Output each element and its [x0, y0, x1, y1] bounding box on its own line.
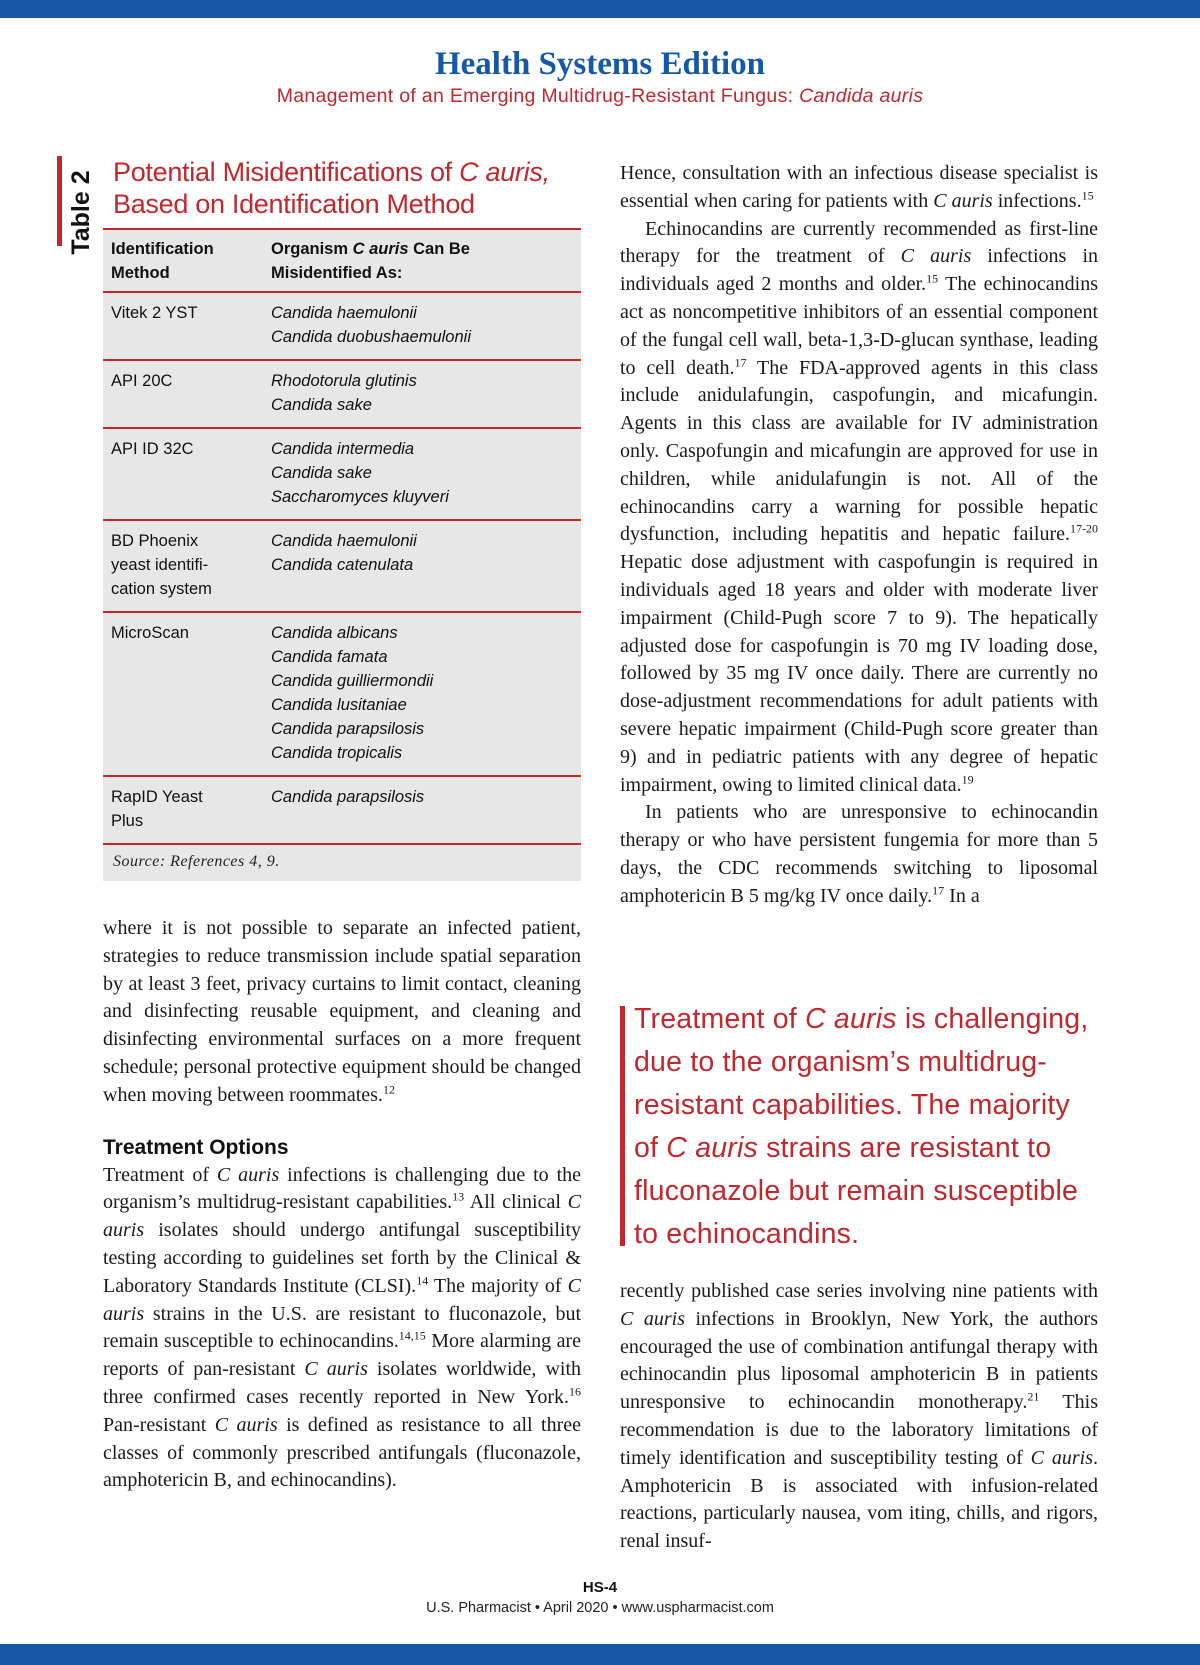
- identification-method-cell: [111, 529, 271, 601]
- bottom-color-band: [0, 1644, 1200, 1665]
- method-line: MicroScan: [111, 624, 189, 642]
- method-line: BD Phoenix: [111, 532, 199, 550]
- organism-name: Candida albicans: [271, 624, 398, 642]
- identification-method-cell: [111, 301, 271, 349]
- identification-method-cell: [111, 785, 271, 833]
- organism-cell: [271, 437, 581, 509]
- table-source: Source: References 4, 9.: [113, 853, 280, 870]
- paragraph-case-series: recently published case series involving nine patients with C auris infections in Brooklyn, New York, the authors encouraged the use of combination antifungal therapy with echinocandin plus liposomal amphotericin B in patients unresponsive to echinocandin monotherapy.$^{21}$ This recommendation is due to the laboratory limitations of timely identification and susceptibility testing of C auris. Amphotericin B is associated with infusion-related reactions, particularly nausea, vom iting, chills, and rigors, renal insuf-: [620, 1280, 1098, 1553]
- table-row: [103, 613, 581, 777]
- method-line: Plus: [111, 812, 144, 830]
- organism-cell: [271, 369, 581, 417]
- table-row: [103, 293, 581, 361]
- page-number: HS-4: [582, 1579, 618, 1596]
- organism-name: Candida sake: [271, 464, 372, 482]
- right-column-text-top: [620, 160, 1098, 911]
- method-line: yeast identifi-: [111, 556, 209, 574]
- organism-name: Candida lusitaniae: [271, 696, 407, 714]
- table-label: [57, 150, 99, 255]
- table-label-text: Table 2: [67, 170, 95, 255]
- organism-name: Candida catenulata: [271, 556, 414, 574]
- edition-title: Health Systems Edition: [434, 46, 766, 82]
- paragraph-unresponsive: In patients who are unresponsive to echinocandin therapy or who have persistent fungemia for more than 5 days, the CDC recommends switching to liposomal amphotericin B 5 mg/kg IV once daily.$^{17}$ In a: [620, 801, 1098, 907]
- identification-method-cell: [111, 369, 271, 417]
- organism-cell: [271, 785, 581, 833]
- article-subtitle: Management of an Emerging Multidrug-Resistant Fungus: Candida auris: [276, 85, 924, 107]
- organism-name: Candida tropicalis: [271, 744, 403, 762]
- organism-name: Saccharomyces kluyveri: [271, 488, 449, 506]
- organism-name: Candida haemulonii: [271, 304, 417, 322]
- misidentification-table: [103, 156, 581, 881]
- organism-name: Candida famata: [271, 648, 388, 666]
- table-row: [103, 429, 581, 521]
- table-row: [103, 521, 581, 613]
- identification-method-cell: [111, 437, 271, 509]
- organism-name: Candida guilliermondii: [271, 672, 434, 690]
- organism-name: Candida duobushaemulonii: [271, 328, 471, 346]
- organism-name: Candida parapsilosis: [271, 788, 425, 806]
- table-row: [103, 361, 581, 429]
- table-row: [103, 777, 581, 845]
- table-title: Potential Misidentifications of C auris, Based on Identification Method: [103, 156, 581, 230]
- method-line: API 20C: [111, 372, 173, 390]
- page-footer: [0, 1578, 1200, 1618]
- organism-name: Candida intermedia: [271, 440, 415, 458]
- organism-name: Candida sake: [271, 396, 372, 414]
- organism-name: Candida parapsilosis: [271, 720, 425, 738]
- table-label-bar: [57, 156, 62, 246]
- table-rows: [103, 293, 581, 845]
- method-line: cation system: [111, 580, 212, 598]
- table-header-row: [103, 230, 581, 293]
- paragraph-echinocandins: Echinocandins are currently recommended as first-line therapy for the treatment of C auris infections in individuals aged 2 months and older.$^{15}$ The echinocandins act as noncompetitive inhibitors of an essential component of the fungal cell wall, beta-1,3-D-glucan synthase, leading to cell death.$^{17}$ The FDA-approved agents in this class include anidulafungin, caspofungin, and micafungin. Agents in this class are available for IV administration only. Caspofungin and micafungin are approved for use in children, while anidulafungin is not. All of the echinocandins carry a warning for possible hepatic dysfunction, including hepatitis and hepatic failure.$^{17-20}$ Hepatic dose adjustment with caspofungin is required in individuals aged 18 years and older with moderate liver impairment (Child-Pugh score 7 to 9). The hepatically adjusted dose for caspofungin is 70 mg IV loading dose, followed by 35 mg IV once daily. There are currently no dose-adjustment recommendations for adult patients with severe hepatic impairment (Child-Pugh score greater than 9) and in pediatric patients with any degree of hepatic impairment, owing to limited clinical data.$^{19}$: [620, 217, 1099, 796]
- organism-cell: [271, 301, 581, 349]
- paragraph-treatment: Treatment of C auris infections is challenging due to the organism’s multidrug-resistant capabilities.$^{13}$ All clinical C auris isolates should undergo antifungal susceptibility testing according to guidelines set forth by the Clinical & Laboratory Standards Institute (CLSI).$^{14}$ The majority of C auris strains in the U.S. are resistant to fluconazole, but remain susceptible to echinocandins.$^{14,15}$ More alarming are reports of pan-resistant C auris isolates worldwide, with three confirmed cases recently reported in New York.$^{16}$ Pan-resistant C auris is defined as resistance to all three classes of commonly prescribed antifungals (fluconazole, amphotericin B, and echinocandins).: [103, 1163, 582, 1492]
- organism-name: Candida haemulonii: [271, 532, 417, 550]
- paragraph-transmission: where it is not possible to separate an infected patient, strategies to reduce transmission include spatial separation by at least 3 feet, privacy curtains to limit contact, cleaning and disinfecting reusable equipment, and cleaning and disinfecting environmental surfaces on a more frequent schedule; personal protective equipment should be changed when moving between roommates.$^{12}$: [103, 917, 581, 1106]
- pull-quote: [620, 998, 1098, 1250]
- page-header: [0, 44, 1200, 108]
- organism-cell: [271, 529, 581, 601]
- identification-method-cell: [111, 621, 271, 765]
- method-line: Vitek 2 YST: [111, 304, 198, 322]
- organism-name: Rhodotorula glutinis: [271, 372, 417, 390]
- section-heading-treatment: Treatment Options: [103, 1135, 289, 1159]
- column-header-organism: Organism C auris Can Be Misidentified As:: [271, 240, 470, 282]
- pull-quote-bar: [620, 1006, 625, 1246]
- pull-quote-text: Treatment of C auris is challenging, due to the organism’s multidrug-resistant capabilities. The majority of C auris strains are resistant to fluconazole but remain susceptible to echinocandins.: [634, 1003, 1089, 1250]
- organism-cell: [271, 621, 581, 765]
- table-body: [103, 230, 581, 881]
- right-column-text-bottom: [620, 1278, 1098, 1556]
- column-header-method: Identification Method: [111, 240, 214, 282]
- paragraph-consultation: Hence, consultation with an infectious disease specialist is essential when caring for patients with C auris infections.$^{15}$: [620, 162, 1098, 212]
- method-line: RapID Yeast: [111, 788, 203, 806]
- left-column-text: [103, 915, 581, 1495]
- top-color-band: [0, 0, 1200, 18]
- method-line: API ID 32C: [111, 440, 194, 458]
- publication-info: U.S. Pharmacist • April 2020 • www.uspharmacist.com: [426, 1600, 774, 1616]
